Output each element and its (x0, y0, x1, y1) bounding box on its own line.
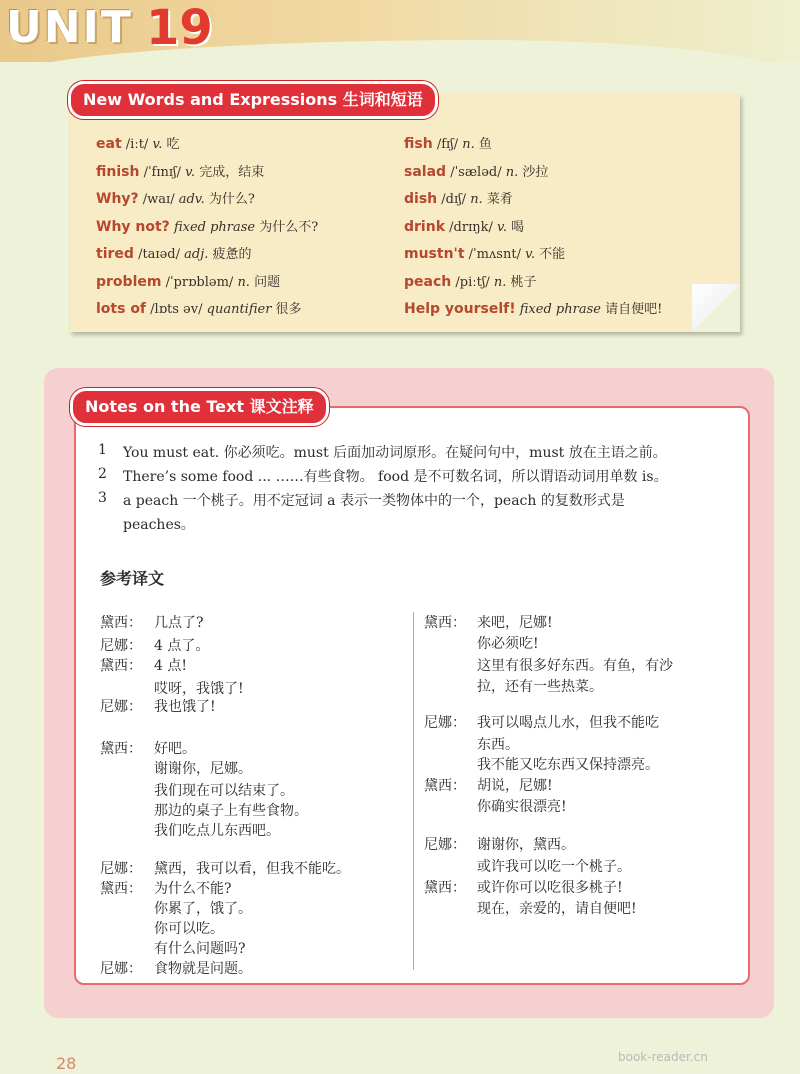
vocab-entry (96, 243, 252, 262)
translation-title: 参考译文 (100, 569, 165, 588)
page-curl (692, 284, 740, 332)
vocab-part-of-speech: n. (470, 192, 483, 207)
vocab-phonetic: /fɪʃ/ (436, 137, 459, 152)
vocab-entry (404, 216, 524, 235)
vocab-phonetic: /waɪ/ (142, 192, 175, 207)
vocab-part-of-speech: n. (237, 275, 250, 290)
dialogue-line: 4 点了。 (154, 638, 210, 654)
vocab-part-of-speech: v. (185, 165, 196, 180)
dialogue-line: 我可以喝点儿水，但我不能吃 (477, 715, 659, 731)
dialogue-line: 我不能又吃东西又保持漂亮。 (477, 757, 659, 773)
vocab-entry (404, 133, 492, 152)
dialogue-line: 拉，还有一些热菜。 (477, 679, 603, 695)
note-text: You must eat. 你必须吃。must 后面加动词原形。在疑问句中，must 放在主语之前。 (123, 445, 667, 461)
vocab-word: Why? (96, 191, 139, 207)
dialogue-line: 我也饿了! (154, 699, 216, 715)
vocab-entry (96, 133, 180, 152)
vocab-meaning: 吃 (166, 137, 180, 152)
speaker-name: 黛西： (100, 881, 142, 897)
vocab-entry (404, 161, 548, 180)
vocab-meaning: 不能 (539, 247, 566, 262)
dialogue-line: 谢谢你，黛西。 (477, 837, 575, 853)
vocab-entry (96, 188, 255, 207)
words-card (70, 94, 740, 332)
vocab-meaning: 完成，结束 (199, 165, 265, 180)
vocab-entry (96, 216, 318, 235)
dialogue-line: 为什么不能? (154, 881, 232, 897)
dialogue-line: 那边的桌子上有些食物。 (154, 803, 308, 819)
watermark: book-reader.cn (618, 1050, 708, 1064)
speaker-name: 尼娜： (100, 638, 142, 654)
vocab-phonetic: /iːt/ (125, 137, 149, 152)
dialogue-line: 你确实很漂亮! (477, 799, 567, 815)
vocab-part-of-speech: n. (493, 275, 507, 290)
note-number: 1 (98, 442, 107, 458)
speaker-name: 黛西： (100, 615, 142, 631)
vocab-meaning: 很多 (275, 302, 302, 317)
vocab-meaning: 问题 (254, 275, 281, 290)
column-divider (413, 612, 414, 970)
vocab-word: tired (96, 246, 134, 262)
vocab-phonetic: /ˈmʌsnt/ (468, 247, 521, 262)
vocab-part-of-speech: adv. (178, 192, 205, 207)
speaker-name: 尼娜： (100, 861, 142, 877)
vocab-meaning: 桃子 (510, 275, 537, 290)
dialogue-line: 我们现在可以结束了。 (154, 783, 294, 799)
dialogue-line: 或许我可以吃一个桃子。 (477, 859, 631, 875)
vocab-part-of-speech: fixed phrase (519, 302, 601, 317)
vocab-word: lots of (96, 301, 147, 317)
dialogue-line: 黛西，我可以看，但我不能吃。 (154, 861, 350, 877)
dialogue-line: 哎呀，我饿了! (154, 681, 244, 697)
vocab-entry (404, 298, 662, 317)
vocab-meaning: 鱼 (478, 137, 492, 152)
note-text: There’s some food ... ……有些食物。 food 是不可数名词，所以谓语动词用单数 is。 (123, 469, 668, 485)
vocab-meaning: 为什么? (208, 192, 255, 207)
vocab-word: fish (404, 136, 433, 152)
vocab-word: eat (96, 136, 122, 152)
words-section-title: New Words and Expressions 生词和短语 (68, 81, 438, 119)
dialogue-line: 食物就是问题。 (154, 961, 252, 977)
vocab-word: mustn't (404, 246, 465, 262)
vocab-phonetic: /drɪŋk/ (449, 220, 493, 235)
vocab-meaning: 菜肴 (486, 192, 513, 207)
vocab-entry (404, 271, 537, 290)
vocab-word: problem (96, 274, 162, 290)
vocab-part-of-speech: adj. (184, 247, 209, 262)
dialogue-line: 这里有很多好东西。有鱼，有沙 (477, 658, 673, 674)
vocab-phonetic: /ˈsæləd/ (450, 165, 502, 180)
dialogue-line: 4 点! (154, 658, 187, 674)
vocab-word: finish (96, 164, 140, 180)
dialogue-line: 好吧。 (154, 741, 196, 757)
unit-word: UNIT (6, 2, 133, 53)
note-text-continued: peaches。 (123, 517, 195, 533)
notes-section-title: Notes on the Text 课文注释 (70, 388, 329, 426)
vocab-part-of-speech: v. (525, 247, 536, 262)
note-number: 3 (98, 490, 107, 506)
note-number: 2 (98, 466, 107, 482)
vocab-entry (404, 188, 513, 207)
vocab-part-of-speech: n. (462, 137, 475, 152)
vocab-word: Why not? (96, 219, 170, 235)
dialogue-line: 你累了，饿了。 (154, 901, 252, 917)
speaker-name: 尼娜： (100, 699, 142, 715)
note-text: a peach 一个桃子。用不定冠词 a 表示一类物体中的一个，peach 的复数形式是 (123, 493, 625, 509)
vocab-entry (96, 298, 302, 317)
vocab-meaning: 为什么不? (259, 220, 319, 235)
vocab-phonetic: /piːtʃ/ (455, 275, 490, 290)
vocab-word: dish (404, 191, 438, 207)
dialogue-line: 几点了? (154, 615, 204, 631)
dialogue-line: 谢谢你，尼娜。 (154, 761, 252, 777)
unit-number: 19 (146, 0, 213, 56)
speaker-name: 尼娜： (424, 837, 466, 853)
speaker-name: 黛西： (424, 880, 466, 896)
vocab-meaning: 请自便吧! (605, 302, 663, 317)
dialogue-line: 你可以吃。 (154, 921, 224, 937)
vocab-word: salad (404, 164, 447, 180)
speaker-name: 黛西： (100, 658, 142, 674)
vocab-phonetic: /lɒts əv/ (150, 302, 203, 317)
dialogue-line: 现在，亲爱的，请自便吧! (477, 901, 637, 917)
speaker-name: 尼娜： (424, 715, 466, 731)
vocab-phonetic: /ˈprɒbləm/ (165, 275, 234, 290)
vocab-word: peach (404, 274, 452, 290)
dialogue-line: 你必须吃! (477, 636, 539, 652)
speaker-name: 黛西： (100, 741, 142, 757)
vocab-phonetic: /dɪʃ/ (441, 192, 467, 207)
page-number: 28 (56, 1054, 77, 1073)
vocab-entry (96, 161, 264, 180)
vocab-word: drink (404, 219, 446, 235)
speaker-name: 黛西： (424, 778, 466, 794)
dialogue-line: 东西。 (477, 737, 519, 753)
speaker-name: 尼娜： (100, 961, 142, 977)
vocab-meaning: 疲惫的 (212, 247, 252, 262)
vocab-phonetic: /taɪəd/ (138, 247, 180, 262)
dialogue-line: 有什么问题吗? (154, 941, 246, 957)
vocab-word: Help yourself! (404, 301, 516, 317)
dialogue-line: 我们吃点儿东西吧。 (154, 823, 280, 839)
vocab-meaning: 沙拉 (522, 165, 549, 180)
vocab-meaning: 喝 (511, 220, 525, 235)
vocab-entry (96, 271, 280, 290)
vocab-part-of-speech: quantifier (206, 302, 272, 317)
vocab-phonetic: /ˈfɪnɪʃ/ (143, 165, 181, 180)
dialogue-line: 胡说，尼娜! (477, 778, 553, 794)
vocab-part-of-speech: v. (152, 137, 163, 152)
vocab-part-of-speech: n. (505, 165, 519, 180)
vocab-part-of-speech: v. (497, 220, 507, 235)
vocab-entry (404, 243, 565, 262)
speaker-name: 黛西： (424, 615, 466, 631)
dialogue-line: 或许你可以吃很多桃子! (477, 880, 623, 896)
vocab-part-of-speech: fixed phrase (173, 220, 256, 235)
dialogue-line: 来吧，尼娜! (477, 615, 553, 631)
